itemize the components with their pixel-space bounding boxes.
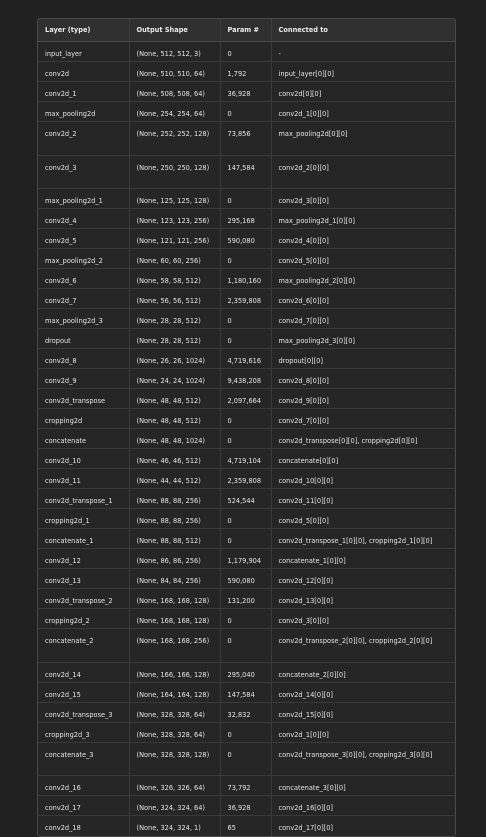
cell-layer: max_pooling2d_1 [38, 189, 129, 209]
cell-layer: conv2d_10 [38, 449, 129, 469]
cell-output-shape: (None, 28, 28, 512) [129, 309, 220, 329]
cell-layer: concatenate_1 [38, 529, 129, 549]
cell-layer: conv2d_2 [38, 122, 129, 156]
cell-output-shape: (None, 324, 324, 64) [129, 796, 220, 816]
cell-connected-to: conv2d_13[0][0] [271, 589, 455, 609]
cell-output-shape: (None, 164, 164, 128) [129, 682, 220, 702]
cell-params: 295,040 [220, 662, 271, 682]
cell-layer: conv2d_12 [38, 549, 129, 569]
cell-params: 0 [220, 329, 271, 349]
cell-output-shape: (None, 28, 28, 512) [129, 329, 220, 349]
cell-params: 1,180,160 [220, 269, 271, 289]
model-summary-table [38, 19, 455, 836]
header-output-shape: Output Shape [129, 19, 220, 42]
table-row [38, 609, 455, 629]
table-row [38, 349, 455, 369]
cell-connected-to: conv2d_16[0][0] [271, 796, 455, 816]
cell-connected-to: conv2d_11[0][0] [271, 489, 455, 509]
cell-connected-to: conv2d[0][0] [271, 82, 455, 102]
cell-params: 147,584 [220, 682, 271, 702]
cell-layer: conv2d_14 [38, 662, 129, 682]
cell-output-shape: (None, 88, 88, 512) [129, 529, 220, 549]
cell-output-shape: (None, 46, 46, 512) [129, 449, 220, 469]
header-param-count: Param # [220, 19, 271, 42]
cell-connected-to: conv2d_12[0][0] [271, 569, 455, 589]
cell-output-shape: (None, 84, 84, 256) [129, 569, 220, 589]
cell-layer: conv2d_1 [38, 82, 129, 102]
cell-output-shape: (None, 250, 250, 128) [129, 155, 220, 189]
cell-layer: cropping2d_1 [38, 509, 129, 529]
table-header [38, 19, 455, 42]
cell-connected-to: concatenate[0][0] [271, 449, 455, 469]
table-row [38, 509, 455, 529]
cell-layer: conv2d_9 [38, 369, 129, 389]
cell-layer: cropping2d [38, 409, 129, 429]
cell-params: 32,832 [220, 702, 271, 722]
cell-layer: conv2d_transpose_3 [38, 702, 129, 722]
cell-params: 0 [220, 102, 271, 122]
table-header-row [38, 19, 455, 42]
cell-output-shape: (None, 168, 168, 128) [129, 609, 220, 629]
cell-connected-to: max_pooling2d_3[0][0] [271, 329, 455, 349]
cell-layer: conv2d_6 [38, 269, 129, 289]
cell-params: 4,719,616 [220, 349, 271, 369]
cell-connected-to: conv2d_3[0][0] [271, 189, 455, 209]
cell-output-shape: (None, 123, 123, 256) [129, 209, 220, 229]
cell-connected-to: conv2d_1[0][0] [271, 102, 455, 122]
cell-output-shape: (None, 252, 252, 128) [129, 122, 220, 156]
cell-connected-to: conv2d_10[0][0] [271, 469, 455, 489]
cell-connected-to: conv2d_7[0][0] [271, 409, 455, 429]
cell-params: 0 [220, 509, 271, 529]
cell-output-shape: (None, 48, 48, 1024) [129, 429, 220, 449]
cell-connected-to: concatenate_3[0][0] [271, 776, 455, 796]
cell-connected-to: conv2d_17[0][0] [271, 816, 455, 836]
cell-connected-to: - [271, 42, 455, 62]
cell-output-shape: (None, 48, 48, 512) [129, 389, 220, 409]
cell-params: 0 [220, 722, 271, 742]
cell-params: 36,928 [220, 796, 271, 816]
cell-connected-to: max_pooling2d_1[0][0] [271, 209, 455, 229]
table-row [38, 569, 455, 589]
cell-layer: concatenate_3 [38, 742, 129, 776]
cell-params: 0 [220, 249, 271, 269]
cell-connected-to: input_layer[0][0] [271, 62, 455, 82]
cell-connected-to: conv2d_transpose[0][0], cropping2d[0][0] [271, 429, 455, 449]
cell-layer: max_pooling2d [38, 102, 129, 122]
cell-params: 0 [220, 429, 271, 449]
cell-params: 0 [220, 529, 271, 549]
cell-output-shape: (None, 328, 328, 64) [129, 702, 220, 722]
cell-connected-to: conv2d_transpose_3[0][0], cropping2d_3[0][0] [271, 742, 455, 776]
cell-connected-to: conv2d_4[0][0] [271, 229, 455, 249]
cell-params: 0 [220, 409, 271, 429]
header-connected-to: Connected to [271, 19, 455, 42]
cell-layer: conv2d_3 [38, 155, 129, 189]
cell-output-shape: (None, 48, 48, 512) [129, 409, 220, 429]
table-row [38, 329, 455, 349]
table-row [38, 702, 455, 722]
cell-connected-to: conv2d_2[0][0] [271, 155, 455, 189]
cell-connected-to: conv2d_transpose_2[0][0], cropping2d_2[0][0] [271, 629, 455, 663]
cell-params: 9,438,208 [220, 369, 271, 389]
cell-params: 4,719,104 [220, 449, 271, 469]
table-row [38, 489, 455, 509]
table-body [38, 42, 455, 836]
cell-layer: concatenate [38, 429, 129, 449]
cell-layer: conv2d_18 [38, 816, 129, 836]
cell-connected-to: concatenate_1[0][0] [271, 549, 455, 569]
cell-layer: conv2d_transpose_1 [38, 489, 129, 509]
table-row [38, 42, 455, 62]
table-row [38, 122, 455, 156]
cell-output-shape: (None, 254, 254, 64) [129, 102, 220, 122]
cell-layer: conv2d [38, 62, 129, 82]
table-row [38, 102, 455, 122]
table-row [38, 549, 455, 569]
cell-layer: dropout [38, 329, 129, 349]
table-row [38, 682, 455, 702]
cell-params: 36,928 [220, 82, 271, 102]
cell-output-shape: (None, 168, 168, 256) [129, 629, 220, 663]
cell-output-shape: (None, 88, 88, 256) [129, 489, 220, 509]
cell-output-shape: (None, 168, 168, 128) [129, 589, 220, 609]
table-row [38, 155, 455, 189]
cell-params: 2,359,808 [220, 469, 271, 489]
table-row [38, 189, 455, 209]
table-row [38, 309, 455, 329]
cell-params: 2,097,664 [220, 389, 271, 409]
cell-params: 0 [220, 309, 271, 329]
cell-layer: conv2d_16 [38, 776, 129, 796]
cell-params: 0 [220, 42, 271, 62]
table-row [38, 62, 455, 82]
cell-connected-to: conv2d_transpose_1[0][0], cropping2d_1[0][0] [271, 529, 455, 549]
cell-layer: conv2d_15 [38, 682, 129, 702]
table-row [38, 429, 455, 449]
cell-connected-to: conv2d_7[0][0] [271, 309, 455, 329]
cell-connected-to: conv2d_1[0][0] [271, 722, 455, 742]
cell-output-shape: (None, 324, 324, 1) [129, 816, 220, 836]
table-row [38, 82, 455, 102]
cell-output-shape: (None, 86, 86, 256) [129, 549, 220, 569]
table-row [38, 289, 455, 309]
cell-params: 73,856 [220, 122, 271, 156]
cell-params: 295,168 [220, 209, 271, 229]
table-row [38, 529, 455, 549]
cell-output-shape: (None, 58, 58, 512) [129, 269, 220, 289]
model-summary-table-container [37, 18, 456, 837]
cell-layer: conv2d_5 [38, 229, 129, 249]
cell-params: 590,080 [220, 229, 271, 249]
cell-params: 1,792 [220, 62, 271, 82]
table-row [38, 589, 455, 609]
table-row [38, 409, 455, 429]
table-row [38, 469, 455, 489]
cell-params: 590,080 [220, 569, 271, 589]
table-row [38, 229, 455, 249]
cell-layer: cropping2d_3 [38, 722, 129, 742]
cell-connected-to: conv2d_5[0][0] [271, 249, 455, 269]
cell-params: 2,359,808 [220, 289, 271, 309]
cell-params: 131,200 [220, 589, 271, 609]
table-row [38, 629, 455, 663]
table-row [38, 389, 455, 409]
cell-output-shape: (None, 121, 121, 256) [129, 229, 220, 249]
cell-output-shape: (None, 125, 125, 128) [129, 189, 220, 209]
cell-output-shape: (None, 508, 508, 64) [129, 82, 220, 102]
cell-layer: max_pooling2d_3 [38, 309, 129, 329]
cell-connected-to: max_pooling2d_2[0][0] [271, 269, 455, 289]
cell-connected-to: dropout[0][0] [271, 349, 455, 369]
cell-output-shape: (None, 510, 510, 64) [129, 62, 220, 82]
cell-params: 0 [220, 189, 271, 209]
table-row [38, 722, 455, 742]
cell-layer: conv2d_11 [38, 469, 129, 489]
cell-layer: conv2d_transpose_2 [38, 589, 129, 609]
cell-layer: input_layer [38, 42, 129, 62]
cell-connected-to: conv2d_5[0][0] [271, 509, 455, 529]
cell-layer: conv2d_17 [38, 796, 129, 816]
cell-params: 0 [220, 609, 271, 629]
cell-params: 73,792 [220, 776, 271, 796]
cell-output-shape: (None, 328, 328, 128) [129, 742, 220, 776]
table-row [38, 269, 455, 289]
cell-output-shape: (None, 88, 88, 256) [129, 509, 220, 529]
cell-params: 65 [220, 816, 271, 836]
cell-output-shape: (None, 24, 24, 1024) [129, 369, 220, 389]
cell-layer: conv2d_13 [38, 569, 129, 589]
cell-output-shape: (None, 328, 328, 64) [129, 722, 220, 742]
cell-output-shape: (None, 60, 60, 256) [129, 249, 220, 269]
table-row [38, 209, 455, 229]
cell-layer: conv2d_transpose [38, 389, 129, 409]
cell-params: 147,584 [220, 155, 271, 189]
cell-connected-to: concatenate_2[0][0] [271, 662, 455, 682]
cell-layer: concatenate_2 [38, 629, 129, 663]
cell-connected-to: conv2d_14[0][0] [271, 682, 455, 702]
table-row [38, 662, 455, 682]
table-row [38, 796, 455, 816]
cell-layer: cropping2d_2 [38, 609, 129, 629]
cell-connected-to: conv2d_9[0][0] [271, 389, 455, 409]
table-row [38, 742, 455, 776]
table-row [38, 369, 455, 389]
cell-params: 0 [220, 742, 271, 776]
table-row [38, 776, 455, 796]
cell-connected-to: max_pooling2d[0][0] [271, 122, 455, 156]
cell-output-shape: (None, 326, 326, 64) [129, 776, 220, 796]
cell-output-shape: (None, 56, 56, 512) [129, 289, 220, 309]
cell-connected-to: conv2d_8[0][0] [271, 369, 455, 389]
table-row [38, 449, 455, 469]
cell-output-shape: (None, 26, 26, 1024) [129, 349, 220, 369]
cell-layer: conv2d_8 [38, 349, 129, 369]
cell-connected-to: conv2d_6[0][0] [271, 289, 455, 309]
cell-connected-to: conv2d_3[0][0] [271, 609, 455, 629]
cell-output-shape: (None, 166, 166, 128) [129, 662, 220, 682]
header-layer-type: Layer (type) [38, 19, 129, 42]
cell-output-shape: (None, 44, 44, 512) [129, 469, 220, 489]
cell-output-shape: (None, 512, 512, 3) [129, 42, 220, 62]
cell-params: 1,179,904 [220, 549, 271, 569]
cell-connected-to: conv2d_15[0][0] [271, 702, 455, 722]
cell-layer: max_pooling2d_2 [38, 249, 129, 269]
cell-params: 0 [220, 629, 271, 663]
table-row [38, 249, 455, 269]
cell-layer: conv2d_7 [38, 289, 129, 309]
cell-params: 524,544 [220, 489, 271, 509]
cell-layer: conv2d_4 [38, 209, 129, 229]
